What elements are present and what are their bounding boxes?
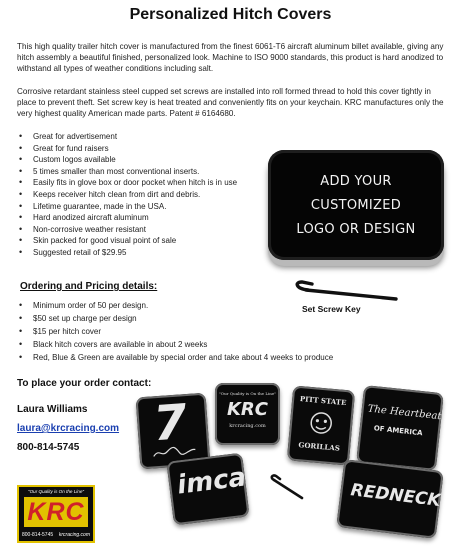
features-list: [17, 131, 237, 259]
list-item: • Red, Blue & Green are available by special order and take about 4 weeks to produce: [17, 351, 333, 364]
contact-email-link[interactable]: laura@krcracing.com: [17, 423, 120, 434]
list-item: • Black hitch covers are available in about 2 weeks: [17, 338, 333, 351]
list-item: • Custom logos available: [17, 154, 237, 166]
contact-phone: 800-814-5745: [17, 442, 80, 453]
cover-line: ADD YOUR: [320, 174, 392, 189]
sample-cover-seven: 7: [136, 393, 211, 470]
cover-line: CUSTOMIZED: [310, 198, 402, 213]
gorilla-icon: [307, 409, 335, 437]
sample-cover-krc: "Our Quality is On the Line" KRC krcracing.com: [215, 383, 280, 445]
list-item: • $50 set up charge per design: [17, 312, 333, 325]
contact-name: Laura Williams: [17, 404, 88, 415]
list-item: • Great for advertisement: [17, 131, 237, 143]
set-screw-caption: Set Screw Key: [302, 304, 361, 314]
list-item: • Keeps receiver hitch clean from dirt and debris.: [17, 189, 237, 201]
list-item: • 5 times smaller than most conventional inserts.: [17, 166, 237, 178]
contact-header: To place your order contact:: [17, 378, 152, 389]
list-item: • Lifetime guarantee, made in the USA.: [17, 201, 237, 213]
list-item: • Non-corrosive weather resistant: [17, 224, 237, 236]
list-item: • Easily fits in glove box or door pocket when hitch is in use: [17, 177, 237, 189]
list-item: • $15 per hitch cover: [17, 325, 333, 338]
small-key-icon: [268, 474, 308, 502]
list-item: • Minimum order of 50 per design.: [17, 299, 333, 312]
sample-cover-imca: imca: [166, 453, 249, 526]
krc-logo: [17, 485, 95, 543]
cover-line: LOGO OR DESIGN: [296, 222, 416, 237]
logo-site: krcracing.com: [58, 532, 90, 538]
sample-cover-redneck: REDNECK: [336, 459, 444, 539]
page-title: Personalized Hitch Covers: [129, 6, 332, 23]
list-item: • Hard anodized aircraft aluminum: [17, 212, 237, 224]
hitch-cover-image: [268, 150, 444, 260]
corrosion-paragraph: Corrosive retardant stainless steel cupped set screws are installed into roll formed thread to hold this cover tightly in place to prevent theft. Set screw key is heat treated and conveniently fits on your keychain. KRC manufactures only the very highest quality American made parts. Patent # 6164680.: [17, 87, 444, 118]
list-item: • Suggested retail of $29.95: [17, 247, 237, 259]
sample-cover-heartbeat: The Heartbeat OF AMERICA: [356, 385, 444, 471]
pricing-header: Ordering and Pricing details:: [20, 281, 158, 292]
logo-brand: KRC: [27, 498, 85, 526]
logo-phone: 800-814-5745: [22, 532, 54, 538]
intro-paragraph: This high quality trailer hitch cover is manufactured from the finest 6061-T6 aircraft aluminum billet available, giving any hitch assembly a beautiful finished, personalized look. Machine to ISO 9000 standards, this product is hard anodized to withstand all types of weather conditions including salt.: [17, 42, 444, 73]
sample-cover-pittstate: PITT STATE GORILLAS: [287, 385, 355, 465]
logo-slogan: "Our Quality is On the Line": [27, 489, 85, 494]
list-item: • Skin packed for good visual point of sale: [17, 235, 237, 247]
list-item: • Great for fund raisers: [17, 143, 237, 155]
logo-panel: [24, 497, 88, 527]
pricing-list: [17, 299, 333, 364]
